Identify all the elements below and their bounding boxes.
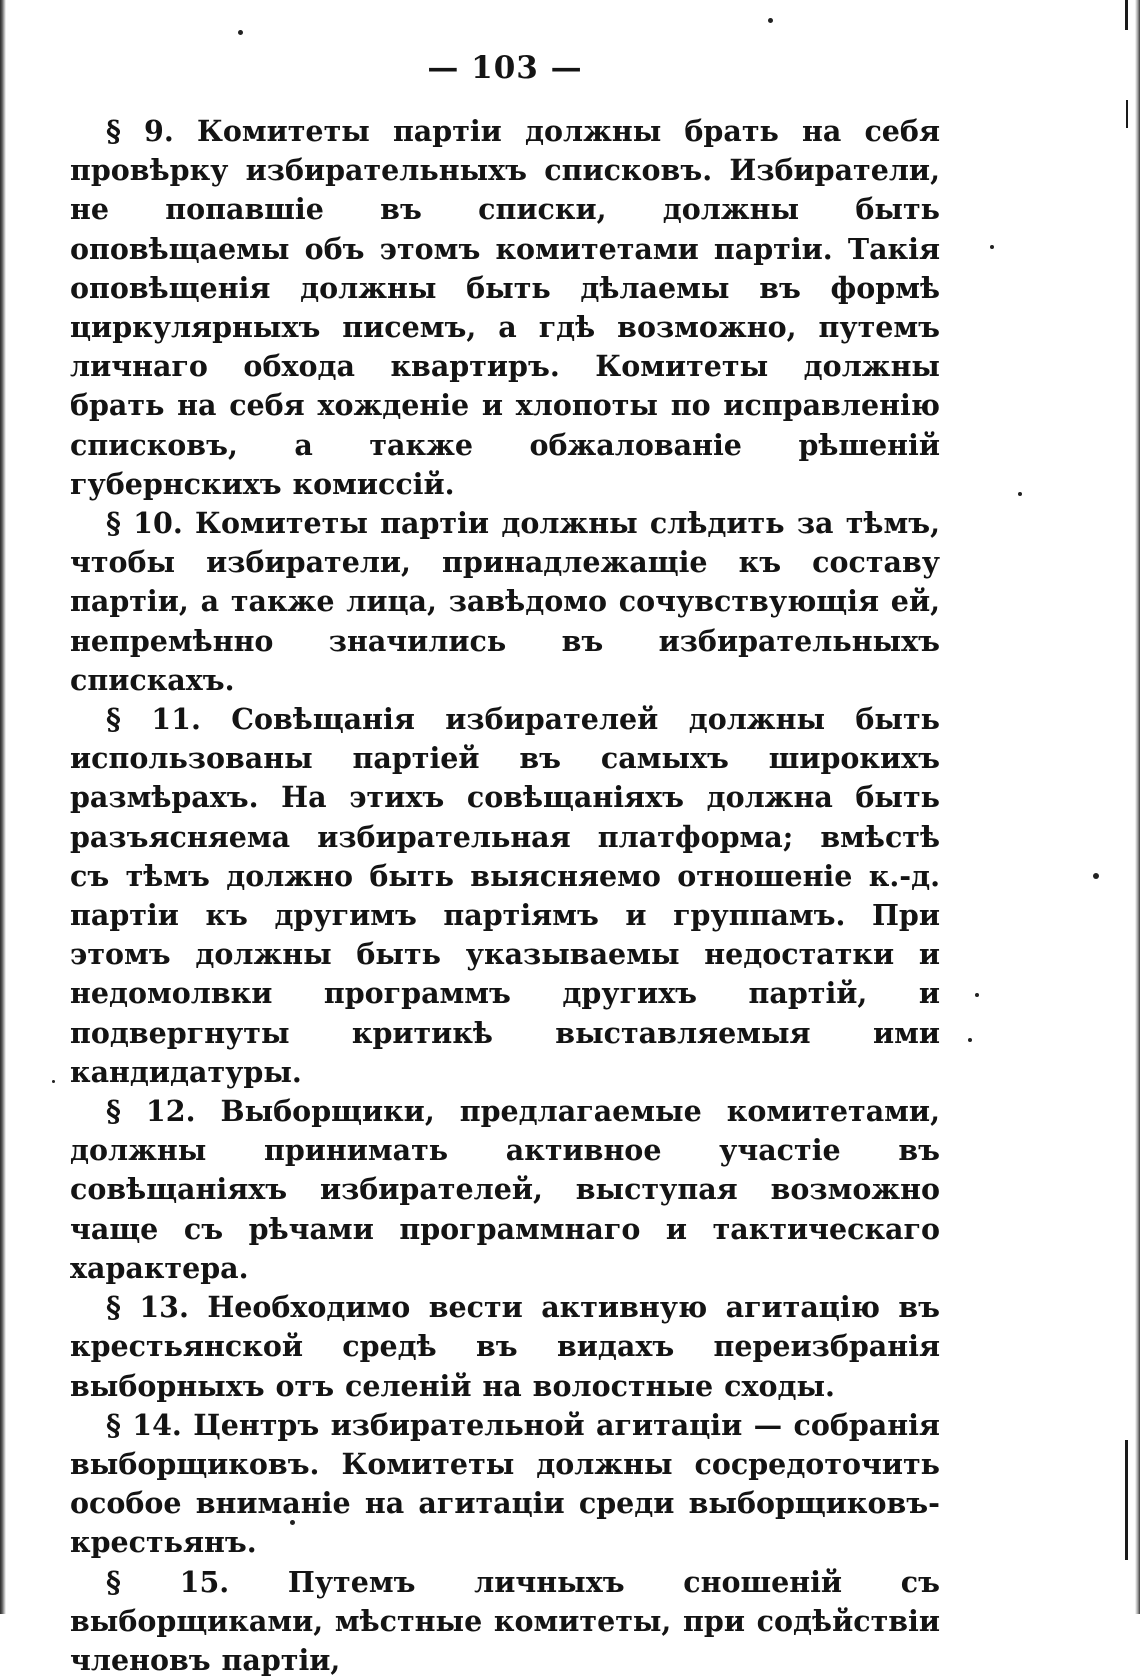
section-10-paragraph: § 10. Комитеты партіи должны слѣдить за тѣмъ, чтобы избиратели, принадлежащіе къ составу партіи, а также лица, завѣдомо сочувствующія ей, непремѣнно значились въ избирательныхъ спискахъ. (70, 506, 940, 697)
section-9-paragraph: § 9. Комитеты партіи должны брать на себя провѣрку избирательныхъ списковъ. Избиратели, не попавшіе въ списки, должны быть оповѣщаемы объ этомъ комитетами партіи. Такія оповѣщенія должны быть дѣлаемы въ формѣ циркулярныхъ писемъ, а гдѣ возможно, путемъ личнаго обхода квартиръ. Комитеты должны брать на себя хожденіе и хлопоты по исправленію списковъ, а также обжалованіе рѣшеній губернскихъ комиссій. (70, 114, 940, 501)
section-11-paragraph: § 11. Совѣщанія избирателей должны быть использованы партіей въ самыхъ широкихъ размѣрахъ. На этихъ совѣщаніяхъ должна быть разъясняема избирательная платформа; вмѣстѣ съ тѣмъ должно быть выясняемо отношеніе к.-д. партіи къ другимъ партіямъ и группамъ. При этомъ должны быть указываемы недостатки и недомолвки программъ другихъ партій, и подвергнуты критикѣ выставляемыя ими кандидатуры. (70, 702, 940, 1089)
scan-edge-left (0, 0, 6, 1614)
scan-speck (968, 1038, 972, 1042)
scan-speck (238, 30, 243, 35)
scan-speck (1093, 873, 1099, 879)
scan-speck (768, 18, 773, 23)
scan-speck (975, 993, 979, 997)
scan-speck (990, 245, 994, 249)
section-15-paragraph: § 15. Путемъ личныхъ сношеній съ выборщиками, мѣстные комитеты, при содѣйствіи членовъ партіи, (70, 1564, 940, 1677)
scan-speck (52, 1080, 55, 1083)
scan-mark-top-right (1125, 0, 1128, 30)
section-12-paragraph: § 12. Выборщики, предлагаемые комитетами, должны принимать активное участіе въ совѣщаніяхъ избирателей, выступая возможно чаще съ рѣчами программнаго и тактическаго характера. (70, 1094, 940, 1285)
scan-mark-upper-right (1126, 100, 1128, 128)
section-14-paragraph: § 14. Центръ избирательной агитаціи — собранія выборщиковъ. Комитеты должны сосредоточить особое вниманіе на агитаціи среди выборщиковъ-крестьянъ. (70, 1407, 940, 1560)
scan-edge-right (1135, 0, 1140, 1614)
page-number: — 103 — (427, 50, 583, 86)
body-text (70, 112, 940, 1680)
section-13-paragraph: § 13. Необходимо вести активную агитацію въ крестьянской средѣ въ видахъ переизбранія выборныхъ отъ селеній на волостные сходы. (70, 1290, 940, 1403)
scan-mark-bottom-right (1125, 1440, 1128, 1560)
scan-speck (1018, 492, 1022, 496)
